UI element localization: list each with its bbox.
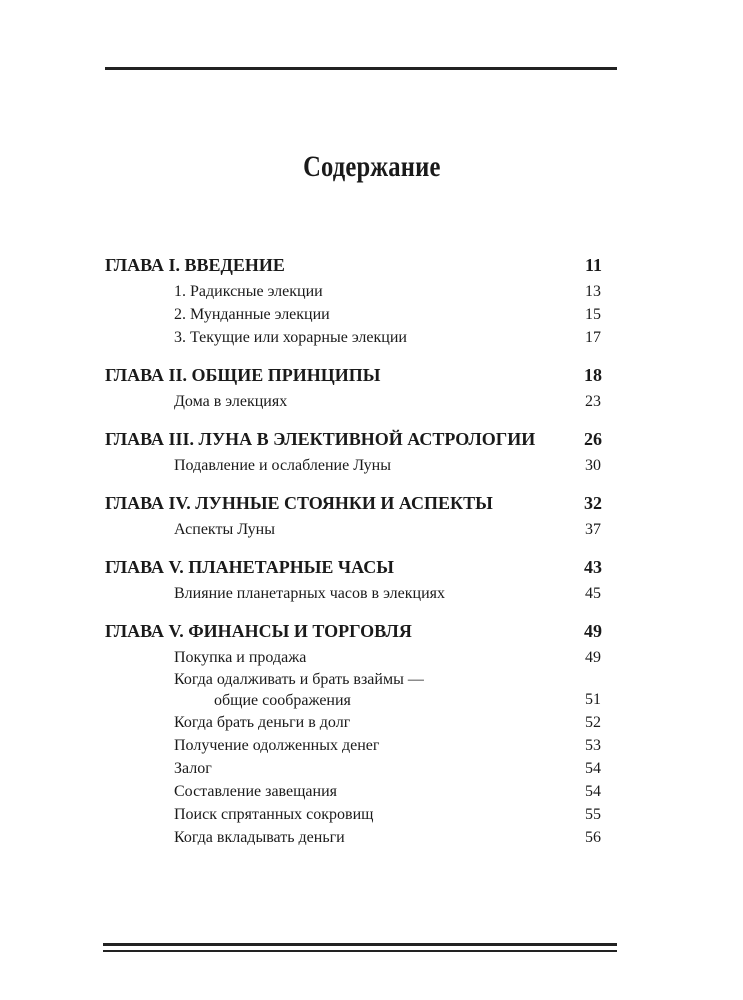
entry-label: Когда одалживать и брать взаймы — [174,671,424,688]
chapter-heading [105,490,602,516]
entry-label: Получение одолженных денег [174,737,380,754]
chapter-heading [105,554,602,580]
entry-label: Поиск спрятанных сокровищ [174,806,374,823]
chapter-heading [105,252,602,278]
entry-page: 13 [585,283,601,300]
entry-page: 51 [585,691,601,708]
chapter-title: ГЛАВА V. ПЛАНЕТАРНЫЕ ЧАСЫ [105,557,394,577]
toc-entry [105,518,602,541]
toc-entry [105,757,602,780]
entry-label: 1. Радиксные элекции [174,283,323,300]
entry-page: 45 [585,585,601,602]
chapter-group-4 [105,490,602,541]
entry-page: 56 [585,829,601,846]
toc-entry [105,646,602,669]
entry-label: Когда брать деньги в долг [174,714,351,731]
entry-page: 55 [585,806,601,823]
chapter-title: ГЛАВА II. ОБЩИЕ ПРИНЦИПЫ [105,365,381,385]
entry-page: 53 [585,737,601,754]
entry-label: Залог [174,760,212,777]
bottom-rule-thin [103,950,617,952]
toc-entry [105,803,602,826]
chapter-heading [105,618,602,644]
entry-label-continuation: общие соображения [214,692,351,709]
toc-entry [105,826,602,849]
entry-page: 30 [585,457,601,474]
toc-entry [105,326,602,349]
chapter-title: ГЛАВА V. ФИНАНСЫ И ТОРГОВЛЯ [105,621,412,641]
toc-entry [105,303,602,326]
chapter-title: ГЛАВА IV. ЛУННЫЕ СТОЯНКИ И АСПЕКТЫ [105,493,493,513]
entry-page: 54 [585,760,601,777]
entry-label: Покупка и продажа [174,649,307,666]
entry-label: Составление завещания [174,783,338,800]
toc-entry [105,454,602,477]
toc-entry [105,582,602,605]
title-wrap [0,150,743,184]
chapter-heading [105,362,602,388]
toc-entry [105,390,602,413]
chapter-group-1 [105,252,602,349]
entry-label-multiline [105,669,424,711]
entry-page: 17 [585,329,601,346]
chapter-page: 43 [584,557,602,577]
entry-label: Дома в элекциях [174,393,288,410]
chapter-page: 32 [584,493,602,513]
chapter-page: 49 [584,621,602,641]
chapter-page: 26 [584,429,602,449]
bottom-rule-thick [103,943,617,946]
top-rule [105,67,617,70]
entry-label: Подавление и ослабление Луны [174,457,391,474]
toc-entry [105,711,602,734]
chapter-group-6 [105,618,602,849]
chapter-group-2 [105,362,602,413]
entry-label: 3. Текущие или хорарные элекции [174,329,407,346]
entry-page: 37 [585,521,601,538]
chapter-heading [105,426,602,452]
chapter-group-5 [105,554,602,605]
toc-entry [105,280,602,303]
entry-label: Влияние планетарных часов в элекциях [174,585,445,602]
entry-page: 15 [585,306,601,323]
entry-page: 23 [585,393,601,410]
entry-label: Аспекты Луны [174,521,275,538]
chapter-page: 18 [584,365,602,385]
chapter-title: ГЛАВА III. ЛУНА В ЭЛЕКТИВНОЙ АСТРОЛОГИИ [105,429,536,449]
entry-page: 49 [585,649,601,666]
page-title: Содержание [302,150,441,183]
chapter-page: 11 [584,255,602,275]
entry-label: 2. Мунданные элекции [174,306,330,323]
chapter-title: ГЛАВА I. ВВЕДЕНИЕ [105,255,285,275]
entry-label: Когда вкладывать деньги [174,829,345,846]
entry-page: 54 [585,783,601,800]
entry-page: 52 [585,714,601,731]
toc-entry [105,669,602,711]
toc-entry [105,734,602,757]
table-of-contents [105,252,602,862]
toc-entry [105,780,602,803]
chapter-group-3 [105,426,602,477]
